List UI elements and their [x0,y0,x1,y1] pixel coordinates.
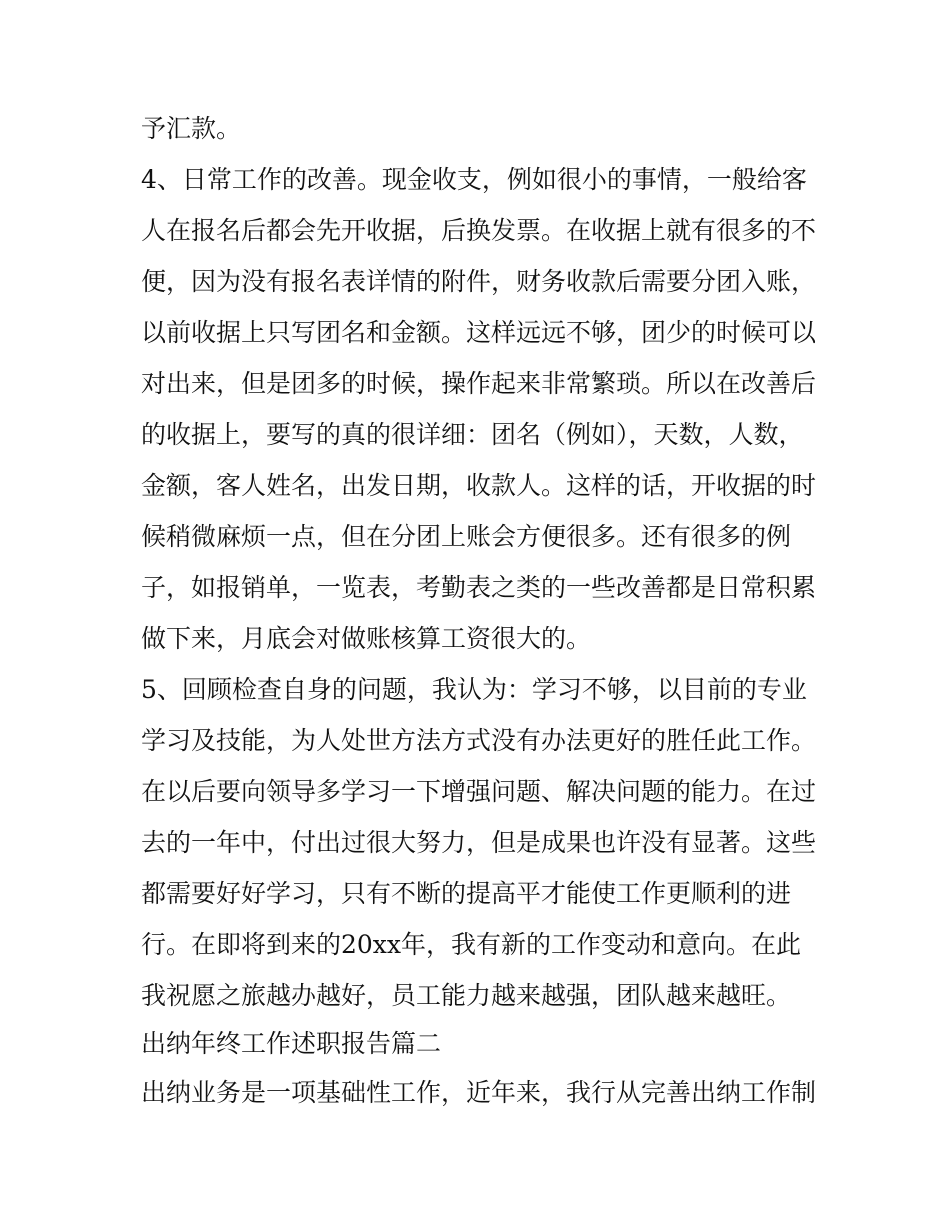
paragraph-line: 对出来，但是团多的时候，操作起来非常繁琐。所以在改善后 [141,369,817,398]
document-body [141,103,821,1118]
paragraph-line: 予汇款。 [141,114,242,143]
paragraph-line: 的收据上，要写的真的很详细：团名（例如），天数，人数， [141,420,804,449]
paragraph-line: 子，如报销单，一览表，考勤表之类的一些改善都是日常积累 [141,573,817,602]
paragraph-line: 去的一年中，付出过很大努力，但是成果也许没有显著。这些 [141,828,817,857]
paragraph-line: 人在报名后都会先开收据，后换发票。在收据上就有很多的不 [141,216,817,245]
paragraph-line: 做下来，月底会对做账核算工资很大的。 [141,624,592,653]
paragraph-line: 候稍微麻烦一点，但在分团上账会方便很多。还有很多的例 [141,522,792,551]
paragraph-line: 在以后要向领导多学习一下增强问题、解决问题的能力。在过 [141,777,817,806]
paragraph-line: 出纳业务是一项基础性工作，近年来，我行从完善出纳工作制 [141,1078,817,1107]
paragraph-line: 我祝愿之旅越办越好，员工能力越来越强，团队越来越旺。 [141,981,792,1010]
paragraph-line: 学习及技能，为人处世方法方式没有办法更好的胜任此工作。 [141,726,817,755]
paragraph-line: 金额，客人姓名，出发日期，收款人。这样的话，开收据的时 [141,471,817,500]
paragraph-line: 以前收据上只写团名和金额。这样远远不够，团少的时候可以 [141,318,817,347]
paragraph-line: 4、日常工作的改善。现金收支，例如很小的事情，一般给客 [141,165,807,194]
paragraph-line: 行。在即将到来的20xx年，我有新的工作变动和意向。在此 [141,930,802,959]
paragraph-line: 都需要好好学习，只有不断的提高平才能使工作更顺利的进 [141,879,792,908]
paragraph-line: 5、回顾检查自身的问题，我认为：学习不够，以目前的专业 [141,675,807,704]
section-heading: 出纳年终工作述职报告篇二 [141,1029,442,1058]
paragraph-line: 便，因为没有报名表详情的附件，财务收款后需要分团入账， [141,267,817,296]
